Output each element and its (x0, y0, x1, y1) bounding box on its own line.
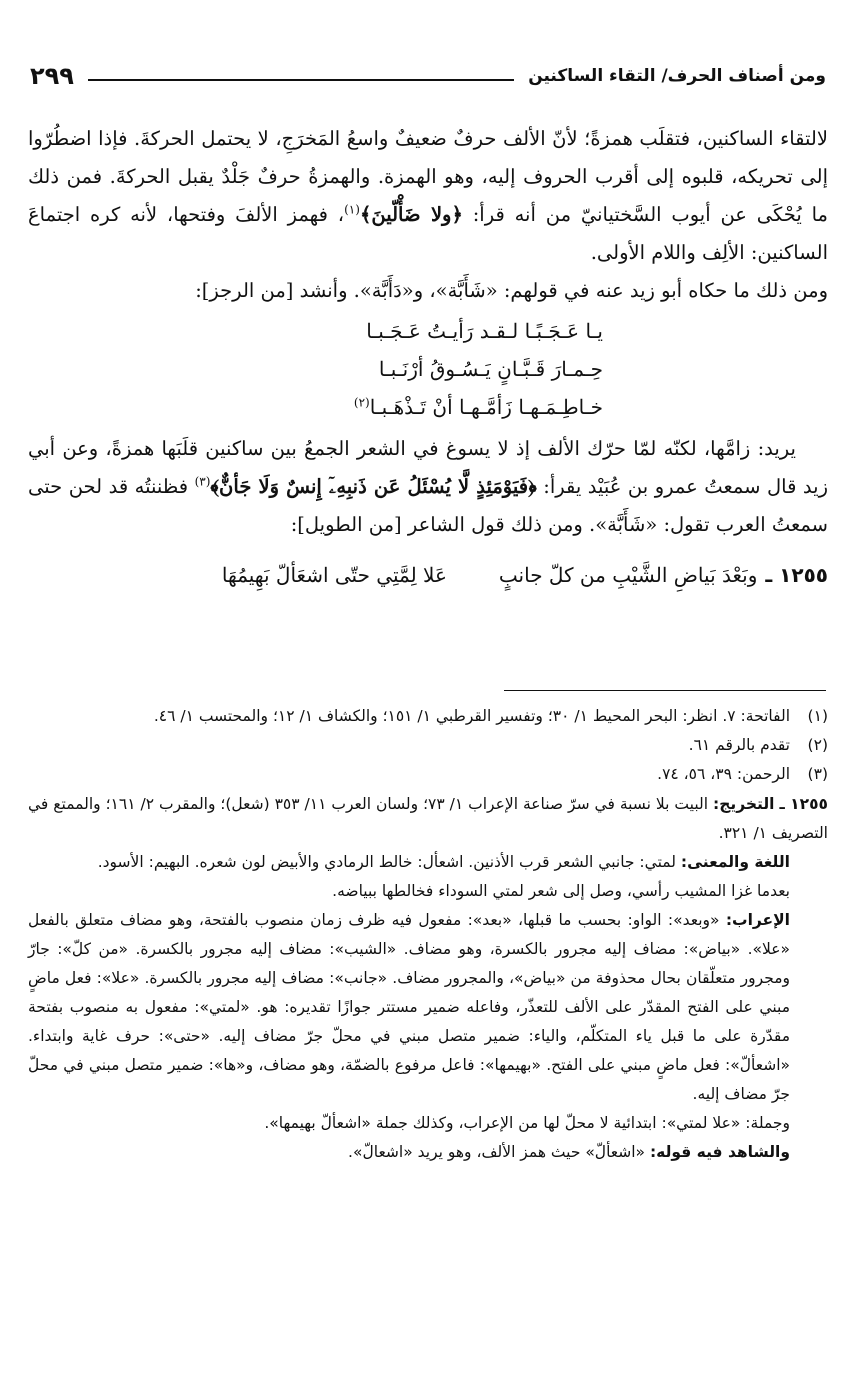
main-verse (28, 556, 828, 594)
paragraph-1 (28, 120, 828, 272)
footnote-3 (28, 760, 828, 789)
footnote-ref-2: (٢) (353, 395, 370, 410)
paragraph-1-text-b: ، فهمز الألفَ وفتحها، لأنه كره اجتماعَ الساكنين: الألِف واللام الأولى. (28, 203, 828, 264)
footnote-ref-1: (١) (344, 202, 360, 217)
takhrij (28, 790, 828, 848)
irab-section (28, 906, 828, 1109)
irab-text: «وبعد»: الواو: بحسب ما قبلها، «بعد»: مفعول فيه ظرف زمان منصوب بالفتحة، وهو مضاف متعلق بالفعل «علا». «بياض»: مضاف إليه مجرور بالكسرة، وهو مضاف. «الشيب»: مضاف إليه مجرور بالكسرة. «من كلّ»: جارّ ومجرور متعلّقان بحال محذوفة من «بياض»، والمجرور مضاف. «جانب»: مضاف إليه مجرور بالكسرة. «علا»: فعل ماضٍ مبني على الفتح المقدّر على الألف للتعذّر، وفاعله ضمير مستتر جوازًا تقديره: هو. «لمتي»: مفعول به منصوب بفتحة مقدّرة على ما قبل ياء المتكلّم، والياء: ضمير متصل مبني في محلّ جرّ مضاف إليه. «حتى»: حرف غاية وابتداء. «اشعألّ»: فعل ماضٍ مبني على الفتح. «بهيمها»: فاعل مرفوع بالضمّة، وهو مضاف، و«ها»: ضمير متصل مبني في محلّ جرّ مضاف إليه. (28, 911, 790, 1103)
verse-line-3 (28, 388, 603, 426)
footnote-1 (28, 702, 828, 731)
footnote-3-text: الرحمن: ٣٩، ٥٦، ٧٤. (657, 765, 790, 783)
jumla-text: وجملة: «علا لمتي»: ابتدائية لا محلّ لها من الإعراب، وكذلك جملة «اشعألّ بهيمها». (264, 1114, 790, 1132)
quran-quote-1: ﴿ولا ضَأْلّينَ﴾ (359, 203, 463, 226)
takhrij-text: البيت بلا نسبة في سرّ صناعة الإعراب ١/ ٧٣؛ ولسان العرب ١١/ ٣٥٣ (شعل)؛ والمقرب ٢/ ١٦١؛ والممتع في التصريف ١/ ٣٢١. (28, 795, 828, 842)
verse-line-2: حِـمـارَ قَـبَّـانٍ يَـسُـوقُ أرْنَـبـا (378, 357, 603, 381)
rajaz-verse (28, 312, 828, 426)
hemistich-1: وبَعْدَ بَياضِ الشَّيْبِ من كلّ جانبٍ (498, 563, 758, 587)
takhrij-label: التخريج: (713, 795, 775, 813)
irab-label: الإعراب: (725, 911, 790, 929)
shahid-section (28, 1138, 828, 1167)
footnote-1-number: (١) (807, 707, 828, 725)
footnote-1-text: الفاتحة: ٧. انظر: البحر المحيط ١/ ٣٠؛ وتفسير القرطبي ١/ ١٥١؛ والكشاف ١/ ١٢؛ والمحتسب ١/ ٤٦. (153, 707, 790, 725)
verse-line-3-text: خـاطِـمَـهـا زَأمَّـهـا أنْ تَـذْهَـبـا (369, 395, 603, 419)
footnote-3-number: (٣) (807, 765, 828, 783)
footnote-2 (28, 731, 828, 760)
paragraph-2: ومن ذلك ما حكاه أبو زيد عنه في قولهم: «شَأَبَّة»، و«دَأَبَّة». وأنشد [من الرجز]: (195, 279, 828, 302)
meaning-text: بعدما غزا المشيب رأسي، وصل إلى شعر لمتي السوداء فخالطها ببياضه. (332, 882, 790, 900)
lugha-label: اللغة والمعنى: (680, 853, 790, 871)
shahid-label: والشاهد فيه قوله: (649, 1143, 790, 1161)
verse-number: ١٢٥٥ ـ (765, 563, 828, 587)
page-number: ٢٩٩ (30, 62, 74, 90)
paragraph-3 (28, 430, 828, 544)
footnote-2-text: تقدم بالرقم ٦١. (688, 736, 790, 754)
lugha-section (28, 848, 828, 877)
paragraph-1-text-a: لالتقاء الساكنين، فتقلَب همزةً؛ لأنّ الألف حرفٌ ضعيفٌ واسعُ المَخرَجِ، لا يحتمل الحركةَ. فإذا اضطُرّوا إلى تحريكه، قلبوه إلى أقرب الحروف إليه، وهو الهمزة. والهمزةُ حرفٌ جَلْدٌ يقبل الحركةَ. فمن ذلك ما يُحْكَى عن أيوب السَّختيانيّ من أنه قرأ: (28, 127, 828, 226)
shahid-text: «اشعألّ» حيث همز الألف، وهو يريد «اشعالّ». (348, 1143, 650, 1161)
footnote-2-number: (٢) (807, 736, 828, 754)
takhrij-number: ١٢٥٥ ـ (779, 795, 829, 813)
header-rule (88, 79, 514, 81)
lugha-text: لمتي: جانبي الشعر قرب الأذنين. اشعأل: خالط الرمادي والأبيض لون شعره. البهيم: الأسود. (97, 853, 681, 871)
footnotes (28, 702, 828, 1167)
paragraph-3-text-b: فظننتُه قد لحن حتى سمعتُ العرب تقول: «شَأَبَّة». ومن ذلك قول الشاعر [من الطويل]: (28, 475, 828, 536)
chapter-title: ومن أصناف الحرف/ التقاء الساكنين (528, 66, 826, 86)
running-header (30, 56, 826, 96)
verse-line-1: يـا عَـجَـبًـا لـقـد رَأيـتُ عَـجَـبـا (366, 319, 603, 343)
paragraph-3-text-a: يريد: زامَّها، لكنّه لمّا حرّك الألف إذ لا يسوغ في الشعر الجمعُ بين ساكنين قلَبَها همزةً، وعن أبي زيد قال سمعتُ عمرو بن عُبَيْد يقرأ: (28, 437, 829, 498)
quran-quote-2: ﴿فَيَوْمَئِذٍ لَّا يُسْئَلُ عَن ذَنبِهِۦٓ إِنسٌ وَلَا جَأنٌّ﴾ (210, 475, 537, 498)
footnote-ref-3: (٣) (194, 474, 211, 489)
footnote-separator (504, 690, 826, 691)
hemistich-2: عَلا لِمَّتِي حتّى اشعَألّ بَهِيمُهَا (221, 563, 447, 587)
main-text (28, 120, 828, 594)
